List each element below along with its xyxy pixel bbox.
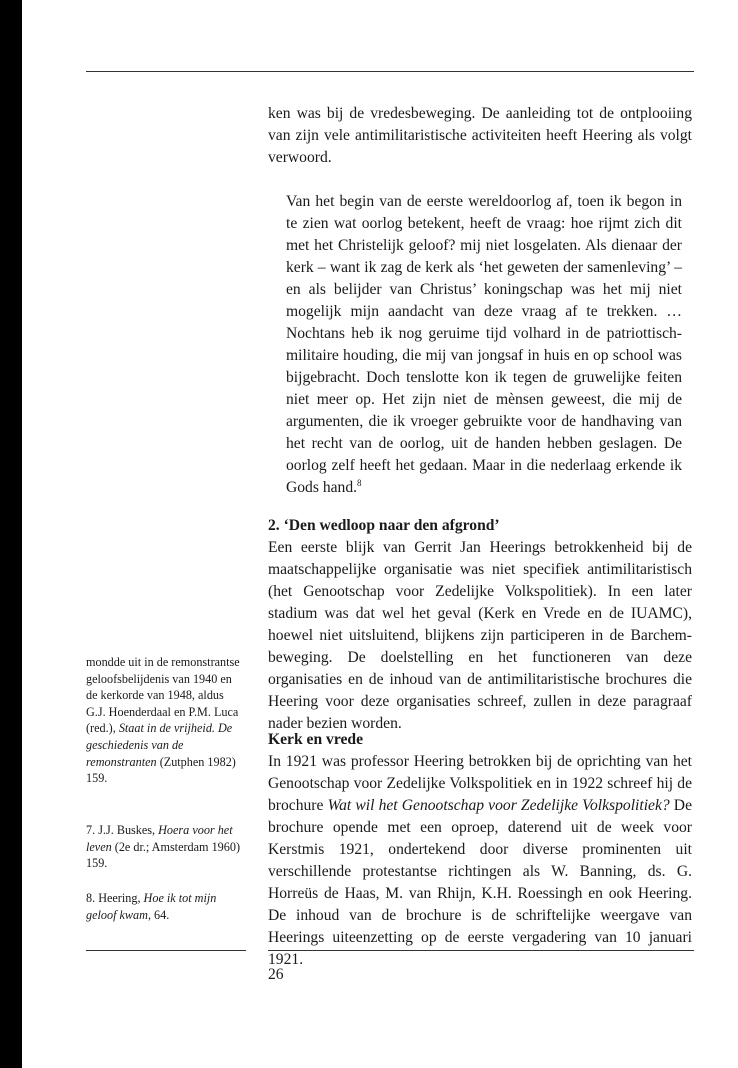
page-number: 26	[268, 966, 284, 983]
brochure-title: Wat wil het Genootschap voor Zedelijke Volkspolitiek?	[327, 797, 670, 814]
footnote-7: 7. J.J. Buskes, Hoera voor het leven (2e dr.; Amsterdam 1960) 159.	[86, 823, 241, 871]
section-body: Een eerste blijk van Gerrit Jan Heerings betrokkenheid bij de maatschappelijke organisatie was niet specifiek antimilitaristisch (het Genootschap voor Zedelijke Volkspolitiek). In een later stadium was dat wel het geval (Kerk en Vrede en de IUAMC), hoewel niet uitsluitend, blijkens zijn participeren in de Barchem-beweging. De doelstelling en het functioneren van deze organisaties en de inhoud van de antimilitaristische brochures die Heering voor deze organisaties schreef, zullen in deze paragraaf nader bezien worden.	[268, 539, 692, 732]
subsection-body: In 1921 was professor Heering betrokken bij de oprichting van het Genootschap voor Zedelijke Volkspolitiek en in 1922 schreef hij de brochure Wat wil het Genootschap voor Zedelijke Volkspolitiek? De brochure opende met een oproep, daterend uit de week voor Kerstmis 1921, ondertekend door diverse prominenten uit verschillende protestantse richtingen als W. Banning, ds. G. Horreüs de Haas, M. van Rhijn, K.H. Roessingh en ook Heering. De inhoud van de brochure is de schriftelijke weergave van Heerings uiteenzetting op de eerste vergadering van 10 januari 1921.	[268, 753, 692, 968]
footnote-8: 8. Heering, Hoe ik tot mijn geloof kwam, 64.	[86, 891, 217, 922]
scan-edge-bar	[0, 0, 22, 1068]
footnote-ref: 8	[357, 477, 362, 488]
block-quote	[286, 191, 682, 499]
footnote-6: mondde uit in de remonstrantse geloofsbelijdenis van 1940 en de kerkorde van 1948, aldus G.J. Hoenderdaal en P.M. Luca (red.), Staat in de vrijheid. De geschiedenis van de remonstranten (Zutphen 1982) 159.	[86, 655, 240, 786]
intro-paragraph: ken was bij de vredesbeweging. De aanleiding tot de ontplooiing van zijn vele antimilitaristische activiteiten heeft Heering als volgt verwoord.	[268, 105, 692, 166]
quote-text: Van het begin van de eerste wereldoorlog af, toen ik begon in te zien wat oorlog betekent, heeft de vraag: hoe rijmt zich dit met het Christelijk geloof? mij niet losgelaten. Als dienaar der kerk – want ik zag de kerk als ‘het geweten der samenleving’ – en als belijder van Christus’ koningschap was het mij niet mogelijk mijn aandacht van deze vraag af te trekken. … Nochtans heb ik nog geruime tijd volhard in de patriottisch-militaire houding, die mij van jongsaf in huis en op school was bijgebracht. Doch tenslotte kon ik tegen de gruwelijke feiten niet meer op. Het zijn niet de mènsen geweest, die mij de argumenten, die ik vroeger gebruikte voor de handhaving van het recht van de oorlog, uit de handen hebben geslagen. De oorlog zelf heeft het gedaan. Maar in die nederlaag erkende ik Gods hand.	[286, 193, 682, 496]
subsection-heading: Kerk en vrede	[268, 731, 363, 748]
footnote-rule	[86, 950, 246, 951]
header-rule	[86, 71, 694, 72]
section-heading: 2. ‘Den wedloop naar den afgrond’	[268, 517, 500, 534]
footer-rule	[268, 950, 694, 951]
